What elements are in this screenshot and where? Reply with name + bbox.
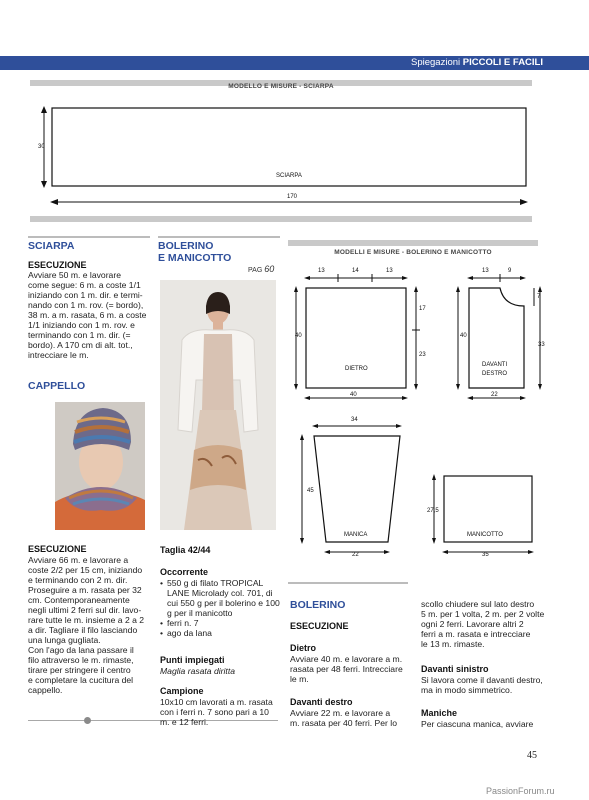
maniche-text: Per ciascuna manica, avviare <box>421 719 534 729</box>
occorrente-item: • ferri n. 7 <box>160 618 280 628</box>
front-top-b-label: 9 <box>508 268 512 274</box>
sleeve-top-label: 34 <box>351 417 358 423</box>
taglia: Taglia 42/44 <box>160 545 211 555</box>
davanti-title: Davanti destro <box>290 697 353 707</box>
col1-rule <box>28 236 150 238</box>
back-side-left-label: 40 <box>295 333 302 339</box>
cappello-title: CAPPELLO <box>28 380 86 392</box>
bolerino-manicotto-title: BOLERINO E MANICOTTO <box>158 240 232 264</box>
front-side-left-label: 40 <box>460 333 467 339</box>
back-top-b-label: 14 <box>352 268 359 274</box>
scarf-diagram <box>28 94 538 222</box>
sleeve-outline <box>314 436 400 542</box>
front-neck-label: 7 <box>537 294 541 300</box>
front-side-right-label: 33 <box>538 342 545 348</box>
sciarpa-title: SCIARPA <box>28 240 75 252</box>
occorrente-list <box>160 578 280 638</box>
bolero-diagram <box>288 260 548 570</box>
muff-side-label: 27,5 <box>427 508 439 514</box>
bolerino-title: BOLERINO <box>290 599 346 611</box>
occorrente-title: Occorrente <box>160 567 209 577</box>
davanti-text: Avviare 22 m. e lavorare a m. rasata per 40 ferri. Per lo <box>290 708 397 728</box>
campione-title: Campione <box>160 686 204 696</box>
front-top-a-label: 13 <box>482 268 489 274</box>
bolero-diagram-title: MODELLI E MISURE - BOLERINO E MANICOTTO <box>334 249 492 256</box>
cappello-text: Avviare 66 m. e lavorare a coste 2/2 per 15 cm, iniziando e terminando con 2 m. dir. Proseguire a m. rasata per 32 cm. Contemporaneamente negli ultimi 2 ferri sul dir. lavo- rare tutte le m. insieme a 2 a 2 a dir. Tagliare il filo lasciando una lunga gugliata. Con l'ago da lana passare il filo attraverso le m. rimaste, tirare per stringere il centro e completare la cucitura del cappello. <box>28 555 145 695</box>
maniche-title: Maniche <box>421 708 458 718</box>
back-outline <box>306 288 406 388</box>
bolero-photo-illustration <box>160 280 276 530</box>
punti-title: Punti impiegati <box>160 655 225 665</box>
sleeve-label: MANICA <box>344 532 368 538</box>
campione-text: 10x10 cm lavorati a m. rasata con i ferri n. 7 sono pari a 10 m. e 12 ferri. <box>160 697 273 727</box>
punti-text: Maglia rasata diritta <box>160 666 235 676</box>
diagram-bottom-strip <box>30 216 532 222</box>
scarf-width-label: 170 <box>287 194 298 200</box>
sciarpa-text: Avviare 50 m. e lavorare come segue: 6 m. a coste 1/1 iniziando con 1 m. dir. e termi- nando con 1 m. rov. (= bordo), 38 m. a m. rasata, 6 m. a coste 1/1 iniziando con 1 m. rov. e terminando con 1 m. dir. (= bordo). A 170 cm di alt. tot., intrecciare le m. <box>28 270 147 360</box>
section-header: Spiegazioni PICCOLI E FACILI <box>411 57 543 68</box>
muff-label: MANICOTTO <box>467 532 503 538</box>
front-bottom-label: 22 <box>491 392 498 398</box>
page-number: 45 <box>527 750 537 761</box>
dietro-title: Dietro <box>290 643 317 653</box>
footer-dot <box>84 717 91 724</box>
cappello-esecuzione-title: ESECUZIONE <box>28 544 87 554</box>
watermark: PassionForum.ru <box>486 786 555 796</box>
page-reference: PAG 60 <box>248 264 275 274</box>
col3-rule <box>288 582 408 584</box>
back-side-right-bottom-label: 23 <box>419 352 426 358</box>
scarf-diagram-title: MODELLO E MISURE - SCIARPA <box>228 83 334 90</box>
sleeve-side-label: 45 <box>307 488 314 494</box>
muff-bottom-label: 35 <box>482 552 489 558</box>
davanti-cont-text: scollo chiudere sul lato destro 5 m. per 1 volta, 2 m. per 2 volte ogni 2 ferri. Lavorare altri 2 ferri a m. rasata e intrecciare le 13 m. rimaste. <box>421 599 545 649</box>
scarf-label: SCIARPA <box>276 173 302 179</box>
scarf-height-label: 30 <box>38 144 45 150</box>
dietro-text: Avviare 40 m. e lavorare a m. rasata per 48 ferri. Intrecciare le m. <box>290 654 403 684</box>
back-side-right-top-label: 17 <box>419 306 426 312</box>
occorrente-item: • ago da lana <box>160 628 280 638</box>
esecuzione-title: ESECUZIONE <box>28 260 87 270</box>
bolero-photo <box>160 280 276 530</box>
hat-photo-illustration <box>55 402 145 530</box>
bolero-diagram-strip <box>288 240 538 246</box>
front-label: DAVANTI DESTRO <box>482 362 508 377</box>
hat-photo <box>55 402 145 530</box>
back-label: DIETRO <box>345 366 368 372</box>
col2-rule <box>158 236 280 238</box>
sleeve-bottom-label: 22 <box>352 552 359 558</box>
sinistro-title: Davanti sinistro <box>421 664 489 674</box>
back-bottom-label: 40 <box>350 392 357 398</box>
sinistro-text: Si lavora come il davanti destro, ma in modo simmetrico. <box>421 675 543 695</box>
back-top-a-label: 13 <box>318 268 325 274</box>
bolerino-esecuzione-title: ESECUZIONE <box>290 621 349 631</box>
occorrente-item: • 550 g di filato TROPICAL LANE Microlady col. 701, di cui 550 g per il bolerino e 100 g per il manicotto <box>160 578 280 618</box>
back-top-c-label: 13 <box>386 268 393 274</box>
